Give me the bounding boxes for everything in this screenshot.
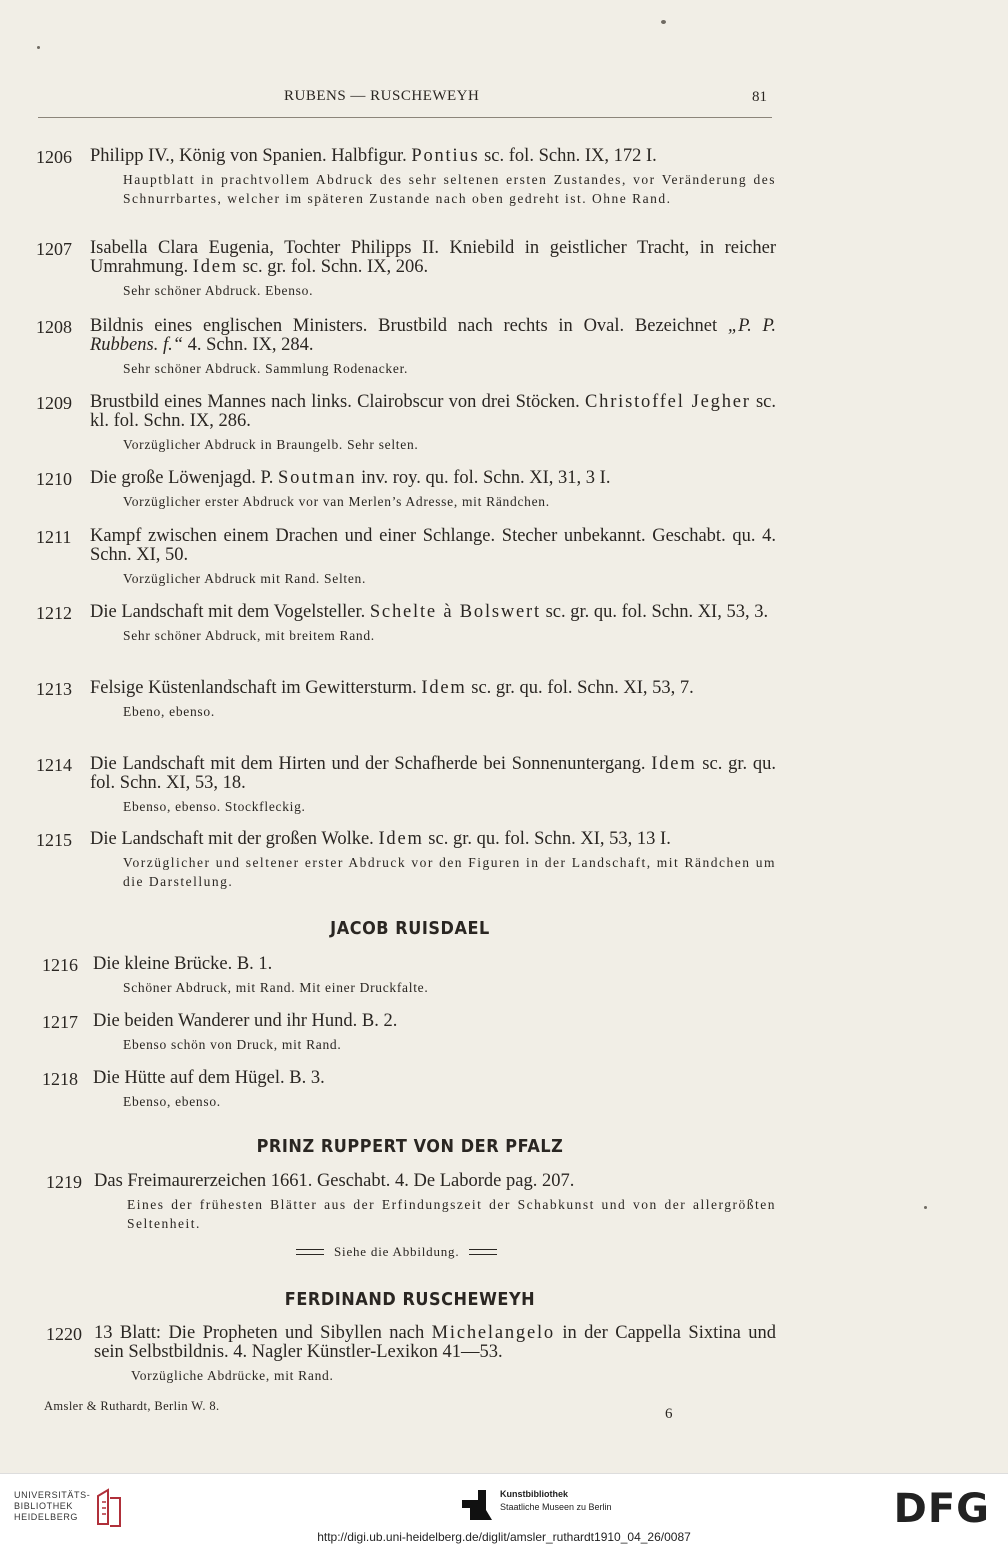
- lot-number: 1210: [36, 469, 72, 489]
- artist-name: Idem: [378, 829, 424, 849]
- lot-number: 1216: [42, 955, 78, 975]
- lot-title: Brustbild eines Mannes nach links. Clairobscur von drei Stöcken. Christoffel Jegher sc. kl. fol. Schn. IX, 286.: [90, 392, 777, 431]
- catalogue-entry: [36, 1172, 776, 1233]
- kunstbibliothek-label: Kunstbibliothek Staatliche Museen zu Berlin: [500, 1489, 612, 1512]
- lot-title: Die Landschaft mit der großen Wolke. Idem sc. gr. qu. fol. Schn. XI, 53, 13 I.: [90, 829, 671, 849]
- lot-title: Die Hütte auf dem Hügel. B. 3.: [93, 1068, 325, 1088]
- publisher-imprint: Amsler & Ruthardt, Berlin W. 8.: [44, 1399, 220, 1413]
- catalogue-entry: [36, 239, 776, 300]
- lot-title: Die beiden Wanderer und ihr Hund. B. 2.: [93, 1011, 398, 1031]
- lot-title: Die Landschaft mit dem Hirten und der Schafherde bei Sonnenuntergang. Idem sc. gr. qu. fol. Schn. XI, 53, 18.: [90, 754, 776, 793]
- artist-name: Christoffel Jegher: [585, 392, 751, 412]
- lot-number: 1209: [36, 393, 72, 413]
- lot-title: Die große Löwenjagd. P. Soutman inv. roy. qu. fol. Schn. XI, 31, 3 I.: [90, 468, 611, 488]
- lot-note: Vorzüglicher Abdruck in Braungelb. Sehr selten.: [123, 437, 419, 452]
- digitization-footer: [0, 1473, 1008, 1547]
- catalogue-entry: [36, 603, 776, 645]
- catalogue-entry: [36, 393, 776, 454]
- catalogue-entry: [36, 679, 776, 721]
- catalogue-entry: [36, 317, 776, 378]
- section-heading-ruppert: PRINZ RUPPERT VON DER PFALZ: [256, 1137, 564, 1157]
- double-rule: [296, 1249, 324, 1255]
- catalogue-entry: [36, 1012, 776, 1054]
- signature-mark: 6: [665, 1406, 673, 1422]
- paper-speck: [924, 1206, 927, 1209]
- lot-number: 1220: [46, 1324, 82, 1344]
- lot-title: Felsige Küstenlandschaft im Gewittersturm. Idem sc. gr. qu. fol. Schn. XI, 53, 7.: [90, 678, 694, 698]
- signature-inscription: „P. P. Rubbens. f.“: [90, 316, 776, 355]
- catalogue-entry: [36, 147, 776, 208]
- lot-note: Eines der frühesten Blätter aus der Erfindungszeit der Schabkunst und von der allergrößten Seltenheit.: [127, 1197, 776, 1231]
- lot-note: Vorzüglicher Abdruck mit Rand. Selten.: [123, 571, 367, 586]
- running-title: RUBENS — RUSCHEWEYH: [284, 88, 480, 104]
- lot-note: Ebeno, ebenso.: [123, 704, 215, 719]
- lot-title: Die kleine Brücke. B. 1.: [93, 954, 273, 974]
- lot-note: Schöner Abdruck, mit Rand. Mit einer Druckfalte.: [123, 980, 429, 995]
- lot-title: 13 Blatt: Die Propheten und Sibyllen nach Michelangelo in der Cappella Sixtina und sein Selbstbildnis. 4. Nagler Künstler-Lexikon 41—53.: [94, 1323, 776, 1362]
- lot-number: 1219: [46, 1172, 82, 1192]
- lot-note: Ebenso schön von Druck, mit Rand.: [123, 1037, 342, 1052]
- lot-note: Sehr schöner Abdruck. Ebenso.: [123, 283, 314, 298]
- artist-name: Soutman: [278, 468, 357, 488]
- university-library-label: UNIVERSITÄTS- BIBLIOTHEK HEIDELBERG: [14, 1490, 91, 1522]
- artist-name: Idem: [651, 754, 697, 774]
- artist-name: Idem: [421, 678, 467, 698]
- permalink-url[interactable]: http://digi.ub.uni-heidelberg.de/diglit/amsler_ruthardt1910_04_26/0087: [317, 1530, 691, 1544]
- lot-title: Kampf zwischen einem Drachen und einer Schlange. Stecher unbekannt. Geschabt. qu. 4. Schn. XI, 50.: [90, 526, 776, 565]
- lot-number: 1208: [36, 317, 72, 337]
- lot-title: Isabella Clara Eugenia, Tochter Philipps II. Kniebild in geistlicher Tracht, in reicher Umrahmung. Idem sc. gr. fol. Schn. IX, 206.: [90, 238, 776, 277]
- kunstbibliothek-logo-icon: [462, 1490, 492, 1520]
- lot-title: Philipp IV., König von Spanien. Halbfigur. Pontius sc. fol. Schn. IX, 172 I.: [90, 146, 657, 166]
- lot-number: 1214: [36, 755, 72, 775]
- lot-number: 1215: [36, 830, 72, 850]
- lot-title: Bildnis eines englischen Ministers. Brustbild nach rechts in Oval. Bezeichnet „P. P. Rubbens. f.“ 4. Schn. IX, 284.: [90, 316, 776, 355]
- catalogue-entry: [36, 1324, 776, 1385]
- lot-number: 1211: [36, 527, 72, 547]
- lot-title: Die Landschaft mit dem Vogelsteller. Schelte à Bolswert sc. gr. qu. fol. Schn. XI, 53, 3.: [90, 602, 769, 622]
- artist-name: Michelangelo: [431, 1323, 555, 1343]
- see-illustration-note: Siehe die Abbildung.: [296, 1244, 497, 1260]
- artist-name: Schelte à Bolswert: [369, 602, 541, 622]
- lot-number: 1206: [36, 147, 72, 167]
- catalogue-entry: [36, 1069, 776, 1111]
- lot-number: 1212: [36, 603, 72, 623]
- lot-note: Vorzügliche Abdrücke, mit Rand.: [131, 1368, 334, 1383]
- lot-number: 1217: [42, 1012, 78, 1032]
- artist-name: Idem: [192, 257, 238, 277]
- double-rule: [469, 1249, 497, 1255]
- catalogue-entry: [36, 527, 776, 588]
- lot-number: 1207: [36, 239, 72, 259]
- artist-name: Pontius: [411, 146, 480, 166]
- lot-note: Vorzüglicher und seltener erster Abdruck vor den Figuren in der Landschaft, mit Rändchen um die Darstellung.: [123, 855, 776, 889]
- lot-note: Hauptblatt in prachtvollem Abdruck des sehr seltenen ersten Zustandes, vor Veränderung des Schnurrbartes, welcher im späteren Zustande nach oben gedreht ist. Ohne Rand.: [123, 172, 776, 206]
- paper-speck: [37, 46, 40, 49]
- paper-speck: [661, 20, 666, 24]
- lot-note: Sehr schöner Abdruck. Sammlung Rodenacker.: [123, 361, 409, 376]
- catalogue-entry: [36, 755, 776, 816]
- header-rule: [38, 117, 772, 118]
- catalogue-entry: [36, 955, 776, 997]
- section-heading-ruscheweyh: FERDINAND RUSCHEWEYH: [284, 1290, 536, 1310]
- lot-note: Sehr schöner Abdruck, mit breitem Rand.: [123, 628, 375, 643]
- page-number: 81: [752, 89, 767, 105]
- dfg-logo: DFG: [893, 1486, 990, 1532]
- lot-note: Vorzüglicher erster Abdruck vor van Merlen’s Adresse, mit Rändchen.: [123, 494, 550, 509]
- section-heading-ruisdael: JACOB RUISDAEL: [330, 919, 490, 939]
- lot-title: Das Freimaurerzeichen 1661. Geschabt. 4. De Laborde pag. 207.: [94, 1171, 575, 1191]
- catalogue-entry: [36, 830, 776, 891]
- catalogue-entry: [36, 469, 776, 511]
- university-logo-icon: [94, 1488, 124, 1528]
- lot-note: Ebenso, ebenso. Stockfleckig.: [123, 799, 306, 814]
- lot-number: 1218: [42, 1069, 78, 1089]
- lot-number: 1213: [36, 679, 72, 699]
- lot-note: Ebenso, ebenso.: [123, 1094, 221, 1109]
